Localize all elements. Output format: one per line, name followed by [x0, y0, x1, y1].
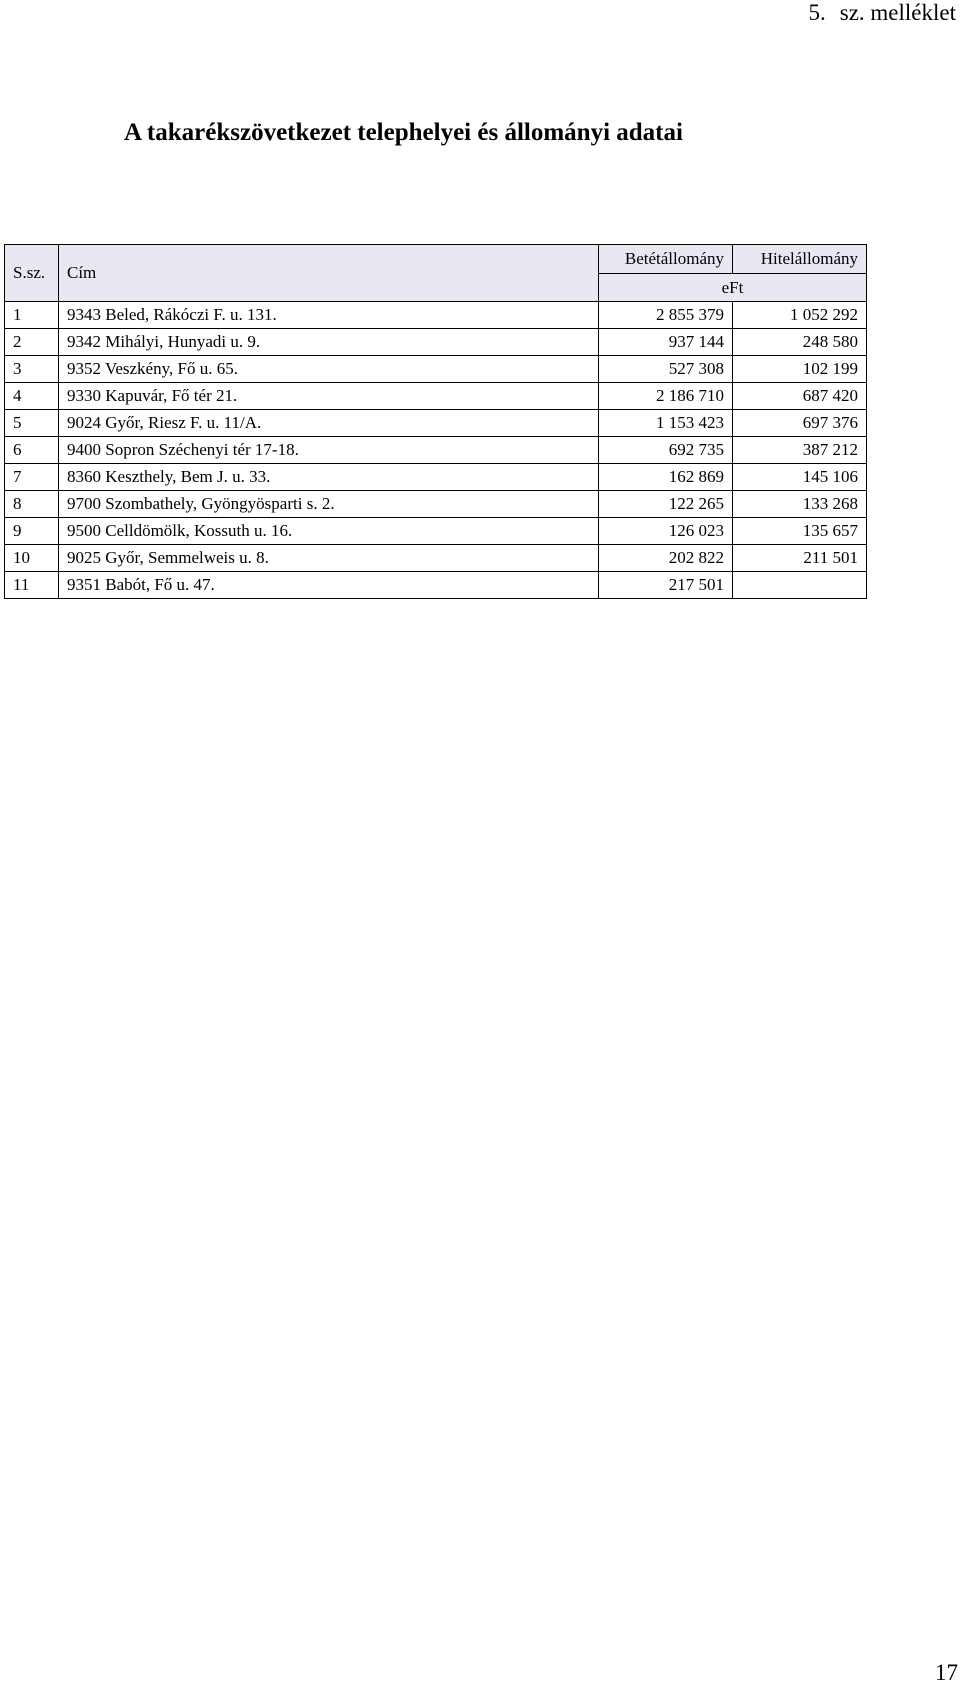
appendix-label: [809, 0, 957, 26]
cell-address: 9500 Celldömölk, Kossuth u. 16.: [59, 518, 599, 545]
cell-deposit: 527 308: [599, 356, 733, 383]
table-row: [5, 491, 867, 518]
cell-deposit: 1 153 423: [599, 410, 733, 437]
cell-deposit: 162 869: [599, 464, 733, 491]
header-address: Cím: [59, 245, 599, 302]
cell-deposit: 122 265: [599, 491, 733, 518]
header-unit: eFt: [599, 274, 867, 302]
cell-sz: 8: [5, 491, 59, 518]
cell-loan: 135 657: [733, 518, 867, 545]
cell-deposit: 126 023: [599, 518, 733, 545]
cell-deposit: 2 186 710: [599, 383, 733, 410]
cell-loan: 211 501: [733, 545, 867, 572]
cell-loan: 697 376: [733, 410, 867, 437]
cell-loan: 102 199: [733, 356, 867, 383]
cell-deposit: 202 822: [599, 545, 733, 572]
cell-sz: 11: [5, 572, 59, 599]
cell-sz: 6: [5, 437, 59, 464]
cell-loan: 687 420: [733, 383, 867, 410]
cell-sz: 4: [5, 383, 59, 410]
cell-sz: 1: [5, 302, 59, 329]
appendix-text: sz. melléklet: [839, 0, 956, 25]
table-row: [5, 329, 867, 356]
cell-deposit: 2 855 379: [599, 302, 733, 329]
cell-loan: [733, 572, 867, 599]
cell-deposit: 217 501: [599, 572, 733, 599]
cell-address: 9400 Sopron Széchenyi tér 17-18.: [59, 437, 599, 464]
page-number: 17: [935, 1660, 958, 1685]
cell-deposit: 937 144: [599, 329, 733, 356]
cell-deposit: 692 735: [599, 437, 733, 464]
cell-address: 8360 Keszthely, Bem J. u. 33.: [59, 464, 599, 491]
table-row: [5, 572, 867, 599]
cell-sz: 7: [5, 464, 59, 491]
cell-address: 9342 Mihályi, Hunyadi u. 9.: [59, 329, 599, 356]
cell-loan: 145 106: [733, 464, 867, 491]
cell-address: 9343 Beled, Rákóczi F. u. 131.: [59, 302, 599, 329]
cell-sz: 10: [5, 545, 59, 572]
header-sz: S.sz.: [5, 245, 59, 302]
cell-loan: 133 268: [733, 491, 867, 518]
cell-address: 9351 Babót, Fő u. 47.: [59, 572, 599, 599]
header-loan: Hitelállomány: [733, 245, 867, 274]
cell-loan: 1 052 292: [733, 302, 867, 329]
cell-sz: 9: [5, 518, 59, 545]
cell-address: 9700 Szombathely, Gyöngyösparti s. 2.: [59, 491, 599, 518]
cell-sz: 2: [5, 329, 59, 356]
table-row: [5, 464, 867, 491]
cell-loan: 387 212: [733, 437, 867, 464]
table-body: [5, 245, 867, 599]
cell-address: 9025 Győr, Semmelweis u. 8.: [59, 545, 599, 572]
header-deposit: Betétállomány: [599, 245, 733, 274]
branches-table: [4, 244, 867, 599]
table-row: [5, 410, 867, 437]
cell-sz: 3: [5, 356, 59, 383]
appendix-number: 5.: [808, 0, 826, 25]
table-row: [5, 302, 867, 329]
cell-loan: 248 580: [733, 329, 867, 356]
table-row: [5, 356, 867, 383]
table-row: [5, 383, 867, 410]
cell-address: 9330 Kapuvár, Fő tér 21.: [59, 383, 599, 410]
table-header-row: [5, 245, 867, 274]
cell-sz: 5: [5, 410, 59, 437]
page-title: A takarékszövetkezet telephelyei és állományi adatai: [124, 119, 683, 146]
cell-address: 9024 Győr, Riesz F. u. 11/A.: [59, 410, 599, 437]
cell-address: 9352 Veszkény, Fő u. 65.: [59, 356, 599, 383]
table-row: [5, 437, 867, 464]
table-row: [5, 545, 867, 572]
table-row: [5, 518, 867, 545]
